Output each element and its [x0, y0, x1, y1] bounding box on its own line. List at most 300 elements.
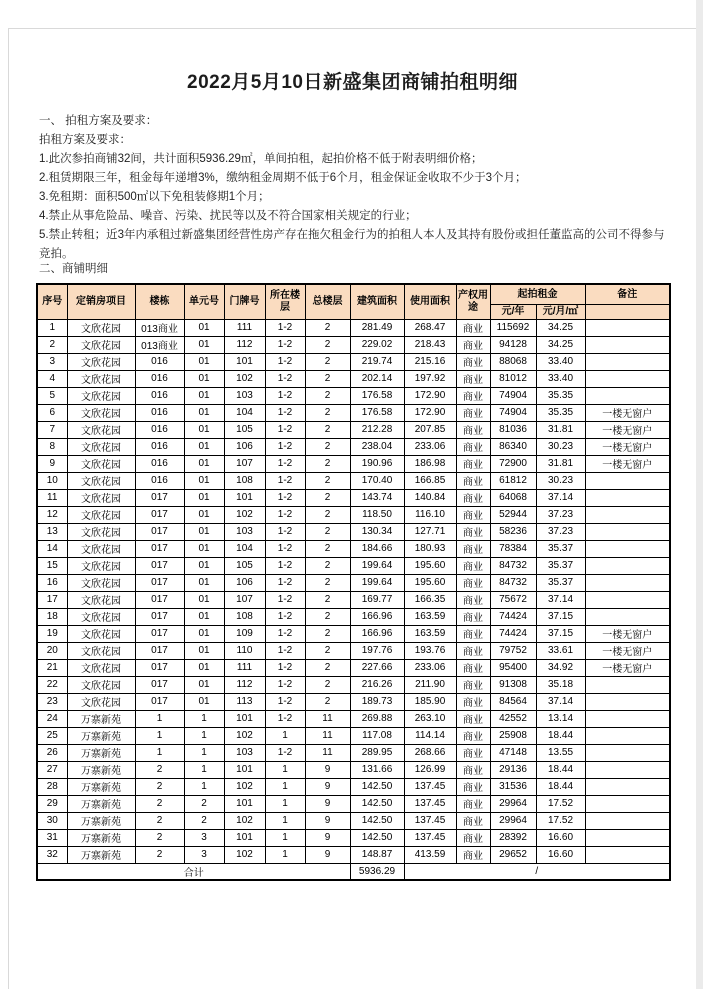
cell-remark: [585, 710, 670, 727]
cell-floor: 1-2: [265, 421, 305, 438]
cell-property_use: 商业: [456, 455, 490, 472]
cell-property_use: 商业: [456, 353, 490, 370]
cell-use_area: 126.99: [404, 761, 456, 778]
cell-build_area: 117.08: [350, 727, 404, 744]
cell-seq: 19: [37, 625, 67, 642]
cell-rent_per_month_sqm: 35.37: [536, 574, 585, 591]
cell-seq: 22: [37, 676, 67, 693]
total-rest: /: [404, 863, 670, 880]
cell-project: 文欣花园: [67, 608, 135, 625]
cell-build_area: 238.04: [350, 438, 404, 455]
cell-use_area: 163.59: [404, 608, 456, 625]
cell-remark: 一楼无窗户: [585, 455, 670, 472]
cell-floor: 1-2: [265, 370, 305, 387]
cell-project: 万寨新苑: [67, 710, 135, 727]
cell-build_area: 229.02: [350, 336, 404, 353]
table-row: [37, 489, 670, 506]
cell-rent_per_month_sqm: 33.61: [536, 642, 585, 659]
cell-rent_per_year: 86340: [490, 438, 536, 455]
cell-rent_per_month_sqm: 13.55: [536, 744, 585, 761]
plan-line: 拍租方案及要求：: [39, 134, 131, 146]
cell-unit: 01: [184, 591, 224, 608]
cell-total_floors: 2: [305, 642, 350, 659]
cell-building: 2: [135, 761, 184, 778]
cell-property_use: 商业: [456, 625, 490, 642]
cell-floor: 1-2: [265, 625, 305, 642]
cell-building: 017: [135, 676, 184, 693]
cell-building: 1: [135, 744, 184, 761]
cell-build_area: 142.50: [350, 778, 404, 795]
cell-unit: 01: [184, 642, 224, 659]
cell-build_area: 190.96: [350, 455, 404, 472]
cell-build_area: 184.66: [350, 540, 404, 557]
cell-use_area: 127.71: [404, 523, 456, 540]
cell-seq: 30: [37, 812, 67, 829]
cell-rent_per_month_sqm: 37.15: [536, 625, 585, 642]
cell-property_use: 商业: [456, 642, 490, 659]
cell-remark: [585, 523, 670, 540]
cell-use_area: 211.90: [404, 676, 456, 693]
cell-project: 万寨新苑: [67, 761, 135, 778]
cell-project: 万寨新苑: [67, 846, 135, 863]
col-header-building: 楼栋: [135, 284, 184, 319]
cell-total_floors: 9: [305, 846, 350, 863]
cell-rent_per_year: 74904: [490, 404, 536, 421]
cell-door_no: 105: [224, 421, 265, 438]
cell-project: 文欣花园: [67, 557, 135, 574]
cell-door_no: 101: [224, 761, 265, 778]
cell-door_no: 104: [224, 404, 265, 421]
table-row: [37, 608, 670, 625]
cell-building: 013商业: [135, 319, 184, 336]
cell-use_area: 207.85: [404, 421, 456, 438]
cell-door_no: 103: [224, 523, 265, 540]
cell-remark: [585, 608, 670, 625]
table-row: [37, 795, 670, 812]
cell-seq: 3: [37, 353, 67, 370]
cell-floor: 1: [265, 778, 305, 795]
cell-remark: 一楼无窗户: [585, 625, 670, 642]
cell-build_area: 212.28: [350, 421, 404, 438]
cell-door_no: 102: [224, 812, 265, 829]
cell-seq: 14: [37, 540, 67, 557]
cell-building: 1: [135, 710, 184, 727]
cell-unit: 01: [184, 319, 224, 336]
cell-property_use: 商业: [456, 370, 490, 387]
cell-property_use: 商业: [456, 778, 490, 795]
cell-total_floors: 11: [305, 727, 350, 744]
col-header-rent-per-year: 元/年: [490, 304, 536, 319]
cell-door_no: 111: [224, 659, 265, 676]
cell-unit: 01: [184, 370, 224, 387]
table-row: [37, 761, 670, 778]
cell-door_no: 101: [224, 489, 265, 506]
cell-property_use: 商业: [456, 472, 490, 489]
cell-unit: 1: [184, 727, 224, 744]
table-row: [37, 353, 670, 370]
cell-build_area: 142.50: [350, 829, 404, 846]
cell-build_area: 289.95: [350, 744, 404, 761]
cell-use_area: 137.45: [404, 829, 456, 846]
cell-seq: 15: [37, 557, 67, 574]
table-row: [37, 676, 670, 693]
cell-project: 文欣花园: [67, 353, 135, 370]
cell-rent_per_year: 28392: [490, 829, 536, 846]
cell-building: 2: [135, 829, 184, 846]
cell-rent_per_year: 72900: [490, 455, 536, 472]
cell-unit: 01: [184, 574, 224, 591]
cell-rent_per_month_sqm: 34.92: [536, 659, 585, 676]
cell-total_floors: 11: [305, 744, 350, 761]
cell-use_area: 233.06: [404, 438, 456, 455]
cell-floor: 1-2: [265, 455, 305, 472]
cell-project: 文欣花园: [67, 489, 135, 506]
cell-build_area: 130.34: [350, 523, 404, 540]
cell-total_floors: 2: [305, 421, 350, 438]
cell-project: 文欣花园: [67, 438, 135, 455]
cell-use_area: 195.60: [404, 557, 456, 574]
cell-door_no: 112: [224, 676, 265, 693]
cell-use_area: 186.98: [404, 455, 456, 472]
cell-rent_per_year: 79752: [490, 642, 536, 659]
cell-build_area: 142.50: [350, 795, 404, 812]
cell-unit: 01: [184, 421, 224, 438]
cell-project: 万寨新苑: [67, 812, 135, 829]
cell-seq: 12: [37, 506, 67, 523]
cell-build_area: 131.66: [350, 761, 404, 778]
col-header-use-area: 使用面积: [404, 284, 456, 319]
cell-unit: 01: [184, 472, 224, 489]
col-header-seq: 序号: [37, 284, 67, 319]
cell-use_area: 215.16: [404, 353, 456, 370]
cell-building: 013商业: [135, 336, 184, 353]
cell-rent_per_month_sqm: 35.37: [536, 540, 585, 557]
cell-build_area: 143.74: [350, 489, 404, 506]
cell-building: 017: [135, 642, 184, 659]
shop-detail-section-heading: 二、商铺明细: [39, 263, 108, 275]
cell-remark: [585, 370, 670, 387]
cell-total_floors: 2: [305, 336, 350, 353]
cell-use_area: 233.06: [404, 659, 456, 676]
cell-property_use: 商业: [456, 795, 490, 812]
table-row: [37, 812, 670, 829]
cell-floor: 1-2: [265, 574, 305, 591]
table-row: [37, 591, 670, 608]
cell-building: 1: [135, 727, 184, 744]
cell-build_area: 166.96: [350, 625, 404, 642]
cell-rent_per_year: 74904: [490, 387, 536, 404]
cell-rent_per_year: 29964: [490, 795, 536, 812]
cell-door_no: 103: [224, 744, 265, 761]
cell-remark: 一楼无窗户: [585, 659, 670, 676]
cell-total_floors: 2: [305, 659, 350, 676]
col-header-property-use: 产权用途: [456, 284, 490, 319]
cell-total_floors: 2: [305, 557, 350, 574]
cell-building: 016: [135, 438, 184, 455]
cell-use_area: 137.45: [404, 778, 456, 795]
cell-total_floors: 2: [305, 506, 350, 523]
table-row: [37, 744, 670, 761]
cell-building: 2: [135, 846, 184, 863]
cell-rent_per_year: 74424: [490, 608, 536, 625]
cell-seq: 5: [37, 387, 67, 404]
cell-rent_per_year: 29136: [490, 761, 536, 778]
plan-line: 4.禁止从事危险品、噪音、污染、扰民等以及不符合国家相关规定的行业；: [39, 210, 417, 222]
cell-unit: 3: [184, 829, 224, 846]
cell-unit: 1: [184, 778, 224, 795]
cell-remark: [585, 472, 670, 489]
cell-unit: 2: [184, 812, 224, 829]
cell-floor: 1-2: [265, 693, 305, 710]
cell-property_use: 商业: [456, 608, 490, 625]
cell-remark: [585, 778, 670, 795]
cell-property_use: 商业: [456, 404, 490, 421]
cell-rent_per_year: 29964: [490, 812, 536, 829]
total-build-area: 5936.29: [350, 863, 404, 880]
cell-building: 017: [135, 540, 184, 557]
cell-total_floors: 2: [305, 693, 350, 710]
table-body: [37, 319, 670, 863]
cell-use_area: 166.85: [404, 472, 456, 489]
table-row: [37, 557, 670, 574]
cell-building: 016: [135, 353, 184, 370]
cell-rent_per_year: 78384: [490, 540, 536, 557]
cell-build_area: 176.58: [350, 404, 404, 421]
cell-floor: 1-2: [265, 540, 305, 557]
cell-total_floors: 2: [305, 353, 350, 370]
table-row: [37, 421, 670, 438]
cell-build_area: 281.49: [350, 319, 404, 336]
cell-total_floors: 2: [305, 540, 350, 557]
cell-build_area: 118.50: [350, 506, 404, 523]
cell-rent_per_month_sqm: 18.44: [536, 778, 585, 795]
cell-rent_per_month_sqm: 30.23: [536, 438, 585, 455]
table-row: [37, 438, 670, 455]
cell-unit: 3: [184, 846, 224, 863]
cell-use_area: 180.93: [404, 540, 456, 557]
cell-remark: [585, 744, 670, 761]
cell-remark: [585, 591, 670, 608]
cell-rent_per_month_sqm: 35.35: [536, 404, 585, 421]
cell-door_no: 101: [224, 829, 265, 846]
cell-rent_per_month_sqm: 37.23: [536, 523, 585, 540]
cell-project: 文欣花园: [67, 455, 135, 472]
shop-detail-table: [36, 283, 671, 881]
cell-total_floors: 9: [305, 778, 350, 795]
cell-rent_per_year: 91308: [490, 676, 536, 693]
cell-floor: 1-2: [265, 659, 305, 676]
cell-rent_per_year: 64068: [490, 489, 536, 506]
cell-floor: 1: [265, 829, 305, 846]
cell-remark: [585, 387, 670, 404]
cell-building: 017: [135, 625, 184, 642]
cell-property_use: 商业: [456, 421, 490, 438]
table-row: [37, 778, 670, 795]
cell-seq: 18: [37, 608, 67, 625]
cell-project: 文欣花园: [67, 387, 135, 404]
cell-rent_per_month_sqm: 37.14: [536, 693, 585, 710]
total-row: [37, 863, 670, 880]
cell-unit: 01: [184, 387, 224, 404]
cell-door_no: 102: [224, 778, 265, 795]
cell-unit: 1: [184, 761, 224, 778]
table-row: [37, 642, 670, 659]
cell-total_floors: 2: [305, 472, 350, 489]
cell-door_no: 108: [224, 608, 265, 625]
cell-build_area: 189.73: [350, 693, 404, 710]
document-page: [8, 28, 696, 989]
cell-build_area: 269.88: [350, 710, 404, 727]
cell-use_area: 195.60: [404, 574, 456, 591]
cell-rent_per_year: 81012: [490, 370, 536, 387]
cell-rent_per_month_sqm: 13.14: [536, 710, 585, 727]
cell-remark: [585, 353, 670, 370]
page-title: 2022月5月10日新盛集团商铺拍租明细: [187, 72, 518, 93]
cell-unit: 2: [184, 795, 224, 812]
cell-property_use: 商业: [456, 591, 490, 608]
col-header-build-area: 建筑面积: [350, 284, 404, 319]
cell-property_use: 商业: [456, 693, 490, 710]
cell-seq: 7: [37, 421, 67, 438]
cell-property_use: 商业: [456, 744, 490, 761]
cell-rent_per_month_sqm: 33.40: [536, 353, 585, 370]
cell-rent_per_month_sqm: 37.15: [536, 608, 585, 625]
table-row: [37, 710, 670, 727]
table-footer: [37, 863, 670, 880]
cell-building: 017: [135, 489, 184, 506]
cell-rent_per_month_sqm: 34.25: [536, 336, 585, 353]
cell-remark: [585, 540, 670, 557]
cell-floor: 1-2: [265, 472, 305, 489]
cell-property_use: 商业: [456, 710, 490, 727]
cell-building: 017: [135, 659, 184, 676]
cell-remark: [585, 693, 670, 710]
cell-seq: 6: [37, 404, 67, 421]
cell-rent_per_year: 58236: [490, 523, 536, 540]
table-header: [37, 284, 670, 319]
cell-use_area: 166.35: [404, 591, 456, 608]
cell-build_area: 197.76: [350, 642, 404, 659]
cell-unit: 01: [184, 676, 224, 693]
cell-floor: 1-2: [265, 744, 305, 761]
cell-seq: 16: [37, 574, 67, 591]
cell-project: 文欣花园: [67, 659, 135, 676]
cell-build_area: 216.26: [350, 676, 404, 693]
cell-total_floors: 2: [305, 676, 350, 693]
col-header-door-no: 门牌号: [224, 284, 265, 319]
cell-door_no: 107: [224, 591, 265, 608]
table-row: [37, 404, 670, 421]
cell-property_use: 商业: [456, 846, 490, 863]
cell-total_floors: 9: [305, 812, 350, 829]
cell-remark: [585, 319, 670, 336]
cell-building: 016: [135, 421, 184, 438]
cell-total_floors: 2: [305, 625, 350, 642]
cell-unit: 01: [184, 336, 224, 353]
cell-floor: 1-2: [265, 489, 305, 506]
table-row: [37, 574, 670, 591]
cell-property_use: 商业: [456, 812, 490, 829]
cell-rent_per_month_sqm: 35.18: [536, 676, 585, 693]
cell-total_floors: 2: [305, 523, 350, 540]
cell-door_no: 110: [224, 642, 265, 659]
cell-floor: 1-2: [265, 591, 305, 608]
table-row: [37, 727, 670, 744]
cell-door_no: 101: [224, 795, 265, 812]
cell-property_use: 商业: [456, 540, 490, 557]
cell-use_area: 197.92: [404, 370, 456, 387]
cell-floor: 1-2: [265, 710, 305, 727]
cell-door_no: 109: [224, 625, 265, 642]
cell-rent_per_year: 29652: [490, 846, 536, 863]
cell-unit: 01: [184, 540, 224, 557]
cell-project: 文欣花园: [67, 421, 135, 438]
cell-rent_per_year: 84564: [490, 693, 536, 710]
col-header-remark-sub: [585, 304, 670, 319]
total-label: 合计: [37, 863, 350, 880]
cell-rent_per_month_sqm: 37.14: [536, 591, 585, 608]
table-row: [37, 506, 670, 523]
cell-total_floors: 2: [305, 489, 350, 506]
cell-door_no: 112: [224, 336, 265, 353]
cell-project: 文欣花园: [67, 591, 135, 608]
cell-building: 017: [135, 693, 184, 710]
cell-total_floors: 2: [305, 438, 350, 455]
cell-unit: 1: [184, 710, 224, 727]
cell-seq: 9: [37, 455, 67, 472]
cell-rent_per_month_sqm: 35.37: [536, 557, 585, 574]
cell-seq: 21: [37, 659, 67, 676]
cell-rent_per_year: 81036: [490, 421, 536, 438]
cell-building: 016: [135, 455, 184, 472]
cell-use_area: 137.45: [404, 795, 456, 812]
cell-rent_per_month_sqm: 33.40: [536, 370, 585, 387]
cell-door_no: 101: [224, 710, 265, 727]
plan-line: 5.禁止转租；近3年内承租过新盛集团经营性房产存在拖欠租金行为的拍租人本人及其持有股份或担任董监高的公司不得参与竞拍。: [39, 229, 665, 260]
cell-door_no: 101: [224, 353, 265, 370]
cell-door_no: 103: [224, 387, 265, 404]
cell-door_no: 107: [224, 455, 265, 472]
cell-floor: 1: [265, 727, 305, 744]
cell-build_area: 199.64: [350, 557, 404, 574]
cell-build_area: 170.40: [350, 472, 404, 489]
cell-use_area: 172.90: [404, 404, 456, 421]
cell-project: 文欣花园: [67, 693, 135, 710]
cell-seq: 10: [37, 472, 67, 489]
cell-seq: 29: [37, 795, 67, 812]
cell-seq: 32: [37, 846, 67, 863]
cell-floor: 1-2: [265, 506, 305, 523]
cell-build_area: 142.50: [350, 812, 404, 829]
cell-remark: [585, 557, 670, 574]
col-header-project: 定销房项目: [67, 284, 135, 319]
table-row: [37, 370, 670, 387]
cell-building: 017: [135, 557, 184, 574]
cell-seq: 4: [37, 370, 67, 387]
table-row: [37, 455, 670, 472]
cell-floor: 1: [265, 846, 305, 863]
plan-line: 3.免租期：面积500㎡以下免租装修期1个月；: [39, 191, 270, 203]
cell-door_no: 102: [224, 506, 265, 523]
cell-rent_per_year: 115692: [490, 319, 536, 336]
cell-rent_per_month_sqm: 30.23: [536, 472, 585, 489]
cell-use_area: 268.47: [404, 319, 456, 336]
cell-floor: 1-2: [265, 336, 305, 353]
cell-rent_per_month_sqm: 16.60: [536, 846, 585, 863]
cell-door_no: 108: [224, 472, 265, 489]
cell-door_no: 111: [224, 319, 265, 336]
cell-property_use: 商业: [456, 829, 490, 846]
